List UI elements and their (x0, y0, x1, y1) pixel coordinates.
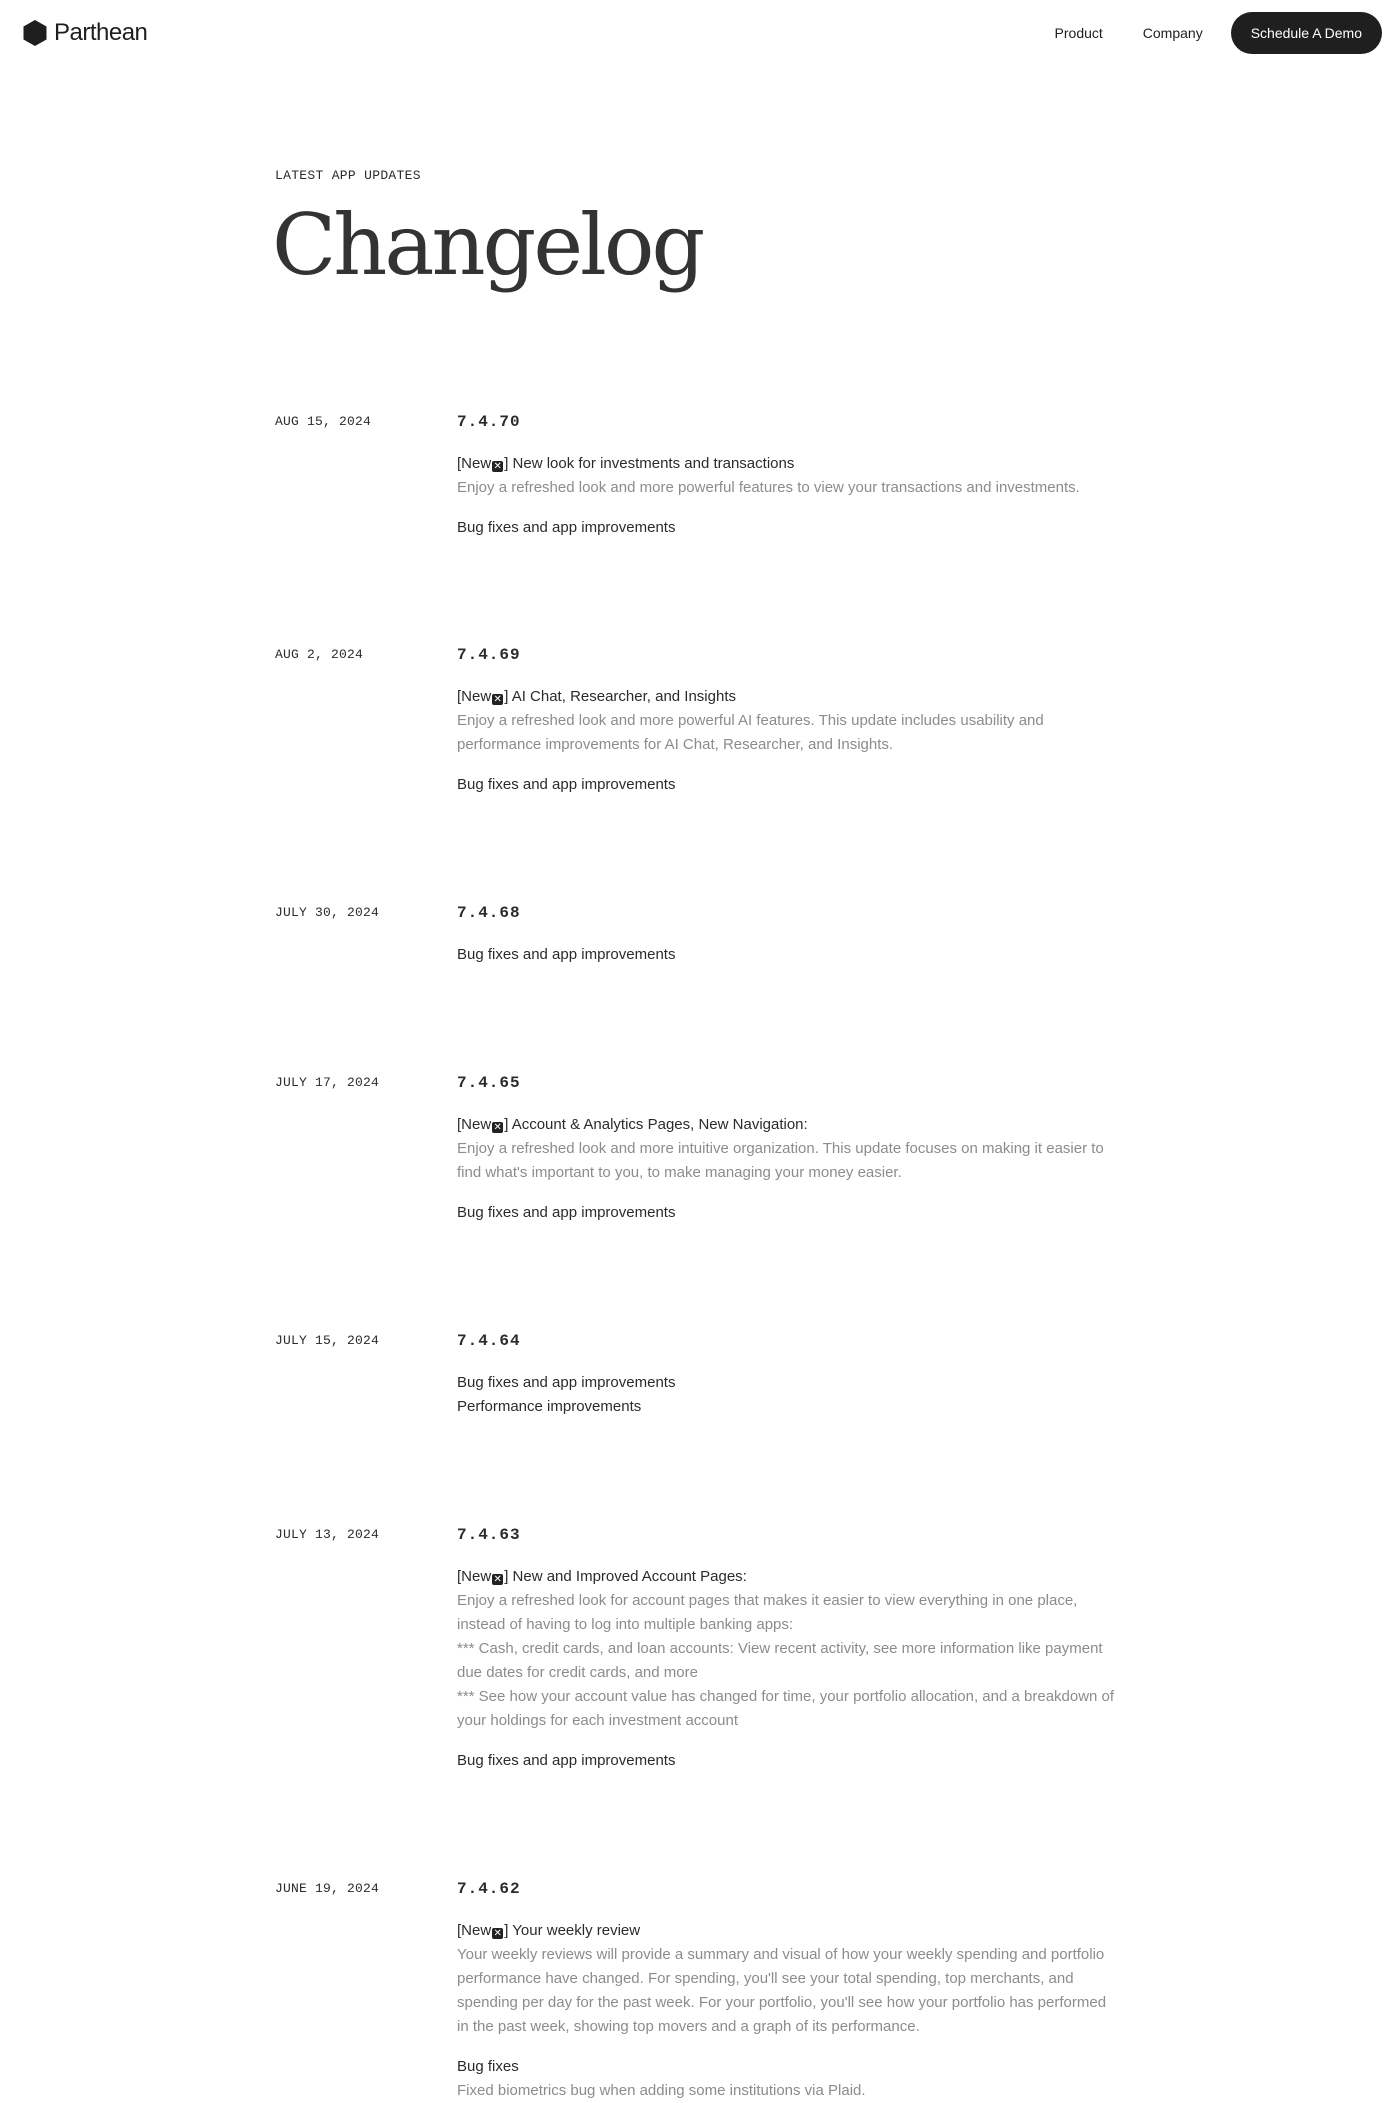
close-square-icon: ✕ (493, 1574, 502, 1585)
change-title-text: AI Chat, Researcher, and Insights (511, 688, 736, 705)
new-tag-close: ] (504, 1922, 509, 1939)
close-square-icon: ✕ (493, 461, 502, 472)
change-description: *** See how your account value has changed for time, your portfolio allocation, and a breakdown of your holdings for each investment account (457, 1688, 1115, 1729)
entry-version: 7.4.70 (457, 413, 521, 431)
nav-company[interactable]: Company (1142, 25, 1203, 41)
entry-version: 7.4.68 (457, 904, 521, 922)
entry-body (457, 1877, 1117, 2103)
schedule-demo-button[interactable]: Schedule A Demo (1231, 12, 1382, 54)
hexagon-logo-icon (22, 19, 48, 47)
change-title-text: Account & Analytics Pages, New Navigation: (511, 1116, 808, 1133)
entry-version: 7.4.64 (457, 1332, 521, 1350)
entry-body (457, 1071, 1117, 1225)
change-note: Bug fixes and app improvements (457, 776, 676, 793)
spacer (457, 757, 1117, 773)
entry-date: JULY 15, 2024 (275, 1333, 380, 1348)
change-description: Enjoy a refreshed look for account pages that makes it easier to view everything in one place, instead of having to log into multiple banking apps: (457, 1592, 1078, 1633)
spacer (457, 500, 1117, 516)
change-description: Enjoy a refreshed look and more powerful AI features. This update includes usability and performance improvements for AI Chat, Researcher, and Insights. (457, 712, 1044, 753)
entry-body (457, 1523, 1117, 1773)
change-title (457, 1113, 1117, 1137)
entry-date: AUG 15, 2024 (275, 414, 372, 429)
change-note: Bug fixes and app improvements (457, 946, 676, 963)
entry-body (457, 901, 1117, 967)
change-description: *** Cash, credit cards, and loan accounts: View recent activity, see more information like payment due dates for credit cards, and more (457, 1640, 1103, 1681)
entry-version: 7.4.62 (457, 1880, 521, 1898)
change-description: Enjoy a refreshed look and more intuitive organization. This update focuses on making it easier to find what's important to you, to make managing your money easier. (457, 1140, 1104, 1181)
change-note: Bug fixes and app improvements (457, 1374, 676, 1391)
main-nav (1055, 12, 1382, 54)
spacer (457, 1185, 1117, 1201)
new-tag-open: [New (457, 1568, 492, 1585)
new-tag-open: [New (457, 1922, 492, 1939)
new-tag-open: [New (457, 1116, 492, 1133)
new-tag-close: ] (504, 1116, 509, 1133)
entry-date: JULY 17, 2024 (275, 1075, 380, 1090)
entry-version: 7.4.65 (457, 1074, 521, 1092)
site-header (0, 0, 1400, 66)
entry-date: AUG 2, 2024 (275, 647, 364, 662)
change-title-text: Your weekly review (512, 1922, 641, 1939)
entry-body (457, 410, 1117, 540)
nav-product[interactable]: Product (1054, 25, 1103, 41)
entry-date: JULY 30, 2024 (275, 905, 380, 920)
entry-date: JUNE 19, 2024 (275, 1881, 380, 1896)
entry-version: 7.4.63 (457, 1526, 521, 1544)
change-note: Performance improvements (457, 1398, 642, 1415)
change-note: Bug fixes and app improvements (457, 1752, 676, 1769)
close-square-icon: ✕ (493, 694, 502, 705)
new-tag-open: [New (457, 455, 492, 472)
page-eyebrow: LATEST APP UPDATES (275, 168, 421, 183)
close-square-icon: ✕ (493, 1928, 502, 1939)
spacer (457, 2039, 1117, 2055)
new-tag-close: ] (504, 455, 509, 472)
change-title (457, 452, 1117, 476)
change-title (457, 685, 1117, 709)
change-note: Bug fixes and app improvements (457, 519, 676, 536)
brand-name: Parthean (54, 19, 148, 46)
change-description: Enjoy a refreshed look and more powerful features to view your transactions and investments. (457, 479, 1080, 496)
change-note-description: Fixed biometrics bug when adding some institutions via Plaid. (457, 2082, 866, 2099)
change-note: Bug fixes (457, 2058, 519, 2075)
change-title (457, 1565, 1117, 1589)
entry-body (457, 1329, 1117, 1419)
new-tag-close: ] (504, 688, 509, 705)
change-title-text: New and Improved Account Pages: (512, 1568, 747, 1585)
entry-body (457, 643, 1117, 797)
entry-version: 7.4.69 (457, 646, 521, 664)
page-title: Changelog (272, 196, 703, 294)
change-title-text: New look for investments and transactions (512, 455, 795, 472)
brand-logo-link[interactable] (22, 16, 147, 50)
change-note: Bug fixes and app improvements (457, 1204, 676, 1221)
close-square-icon: ✕ (493, 1122, 502, 1133)
change-description: Your weekly reviews will provide a summary and visual of how your weekly spending and portfolio performance have changed. For spending, you'll see your total spending, top merchants, and spending per day for the past week. For your portfolio, you'll see how your portfolio has performed in the past week, showing top movers and a graph of its performance. (457, 1946, 1107, 2035)
new-tag-close: ] (504, 1568, 509, 1585)
change-title (457, 1919, 1117, 1943)
entry-date: JULY 13, 2024 (275, 1527, 380, 1542)
spacer (457, 1733, 1117, 1749)
new-tag-open: [New (457, 688, 492, 705)
